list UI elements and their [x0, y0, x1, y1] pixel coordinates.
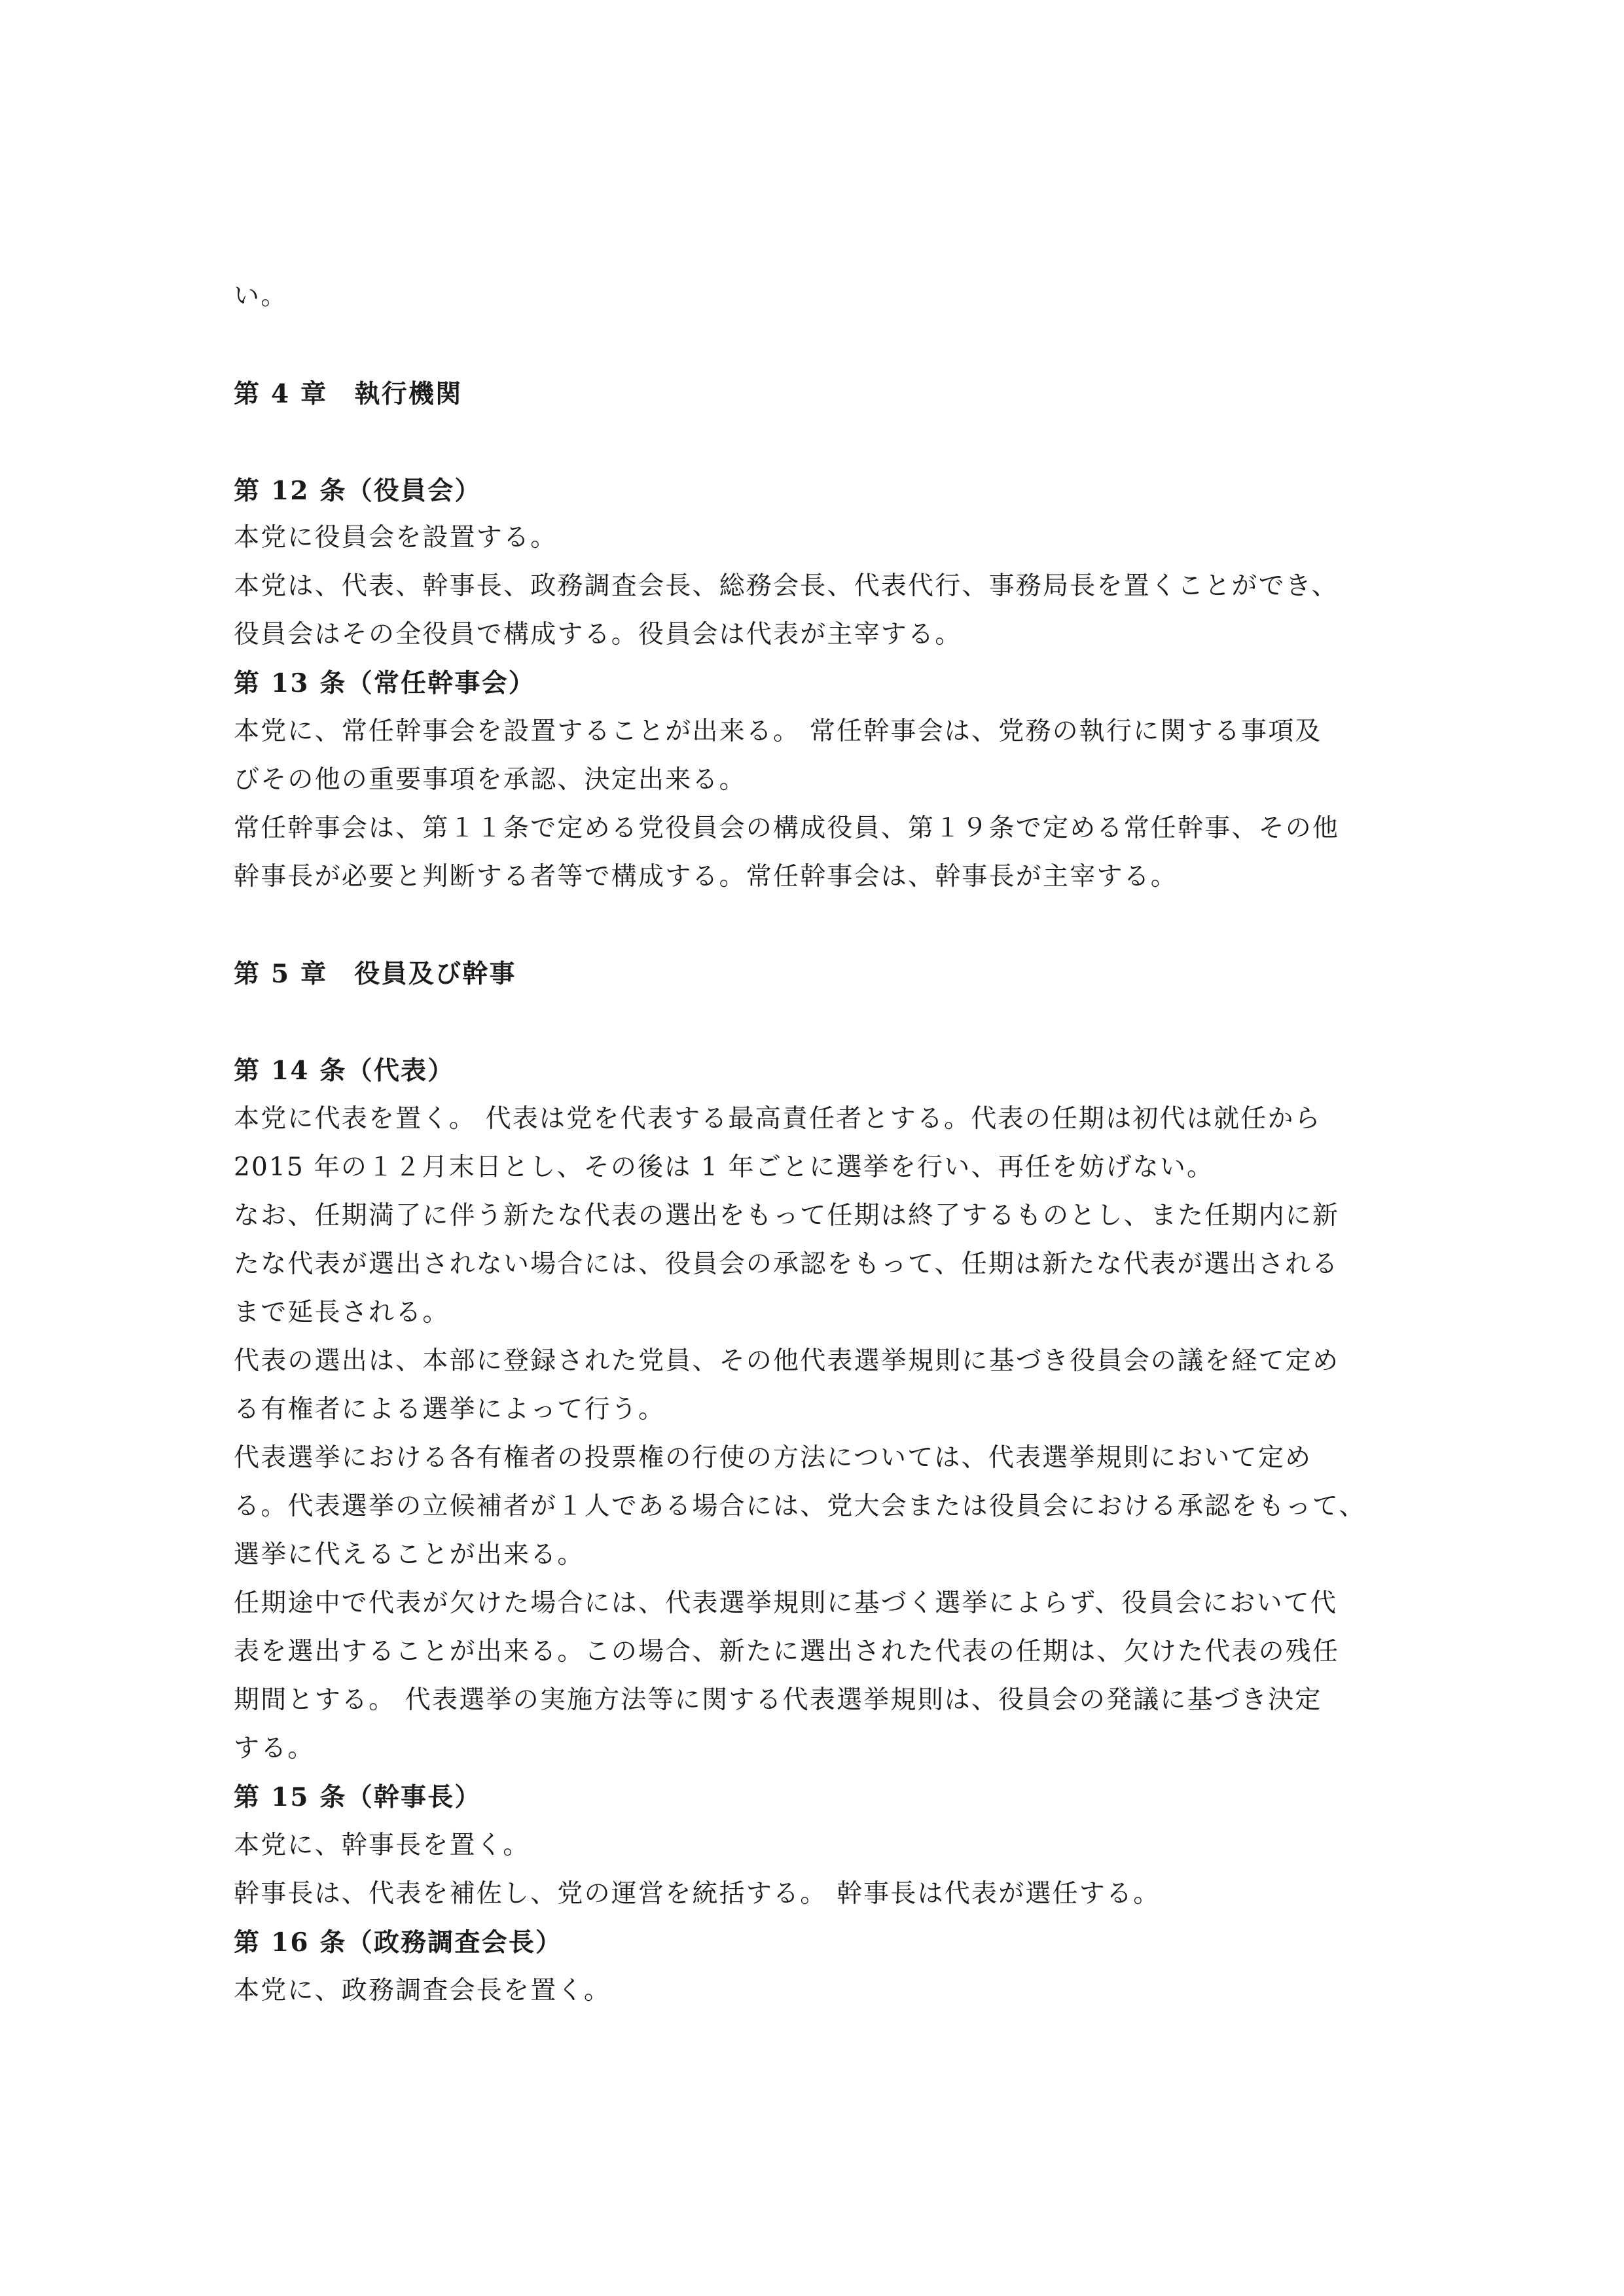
article-12-heading: 第 12 条（役員会）: [234, 476, 482, 506]
article-16-heading: 第 16 条（政務調査会長）: [234, 1928, 563, 1958]
article-15-line: 幹事長は、代表を補佐し、党の運営を統括する。 幹事長は代表が選任する。: [234, 1879, 1161, 1909]
article-14-line: たな代表が選出されない場合には、役員会の承認をもって、任期は新たな代表が選出される: [234, 1249, 1339, 1279]
article-14-line: 本党に代表を置く。 代表は党を代表する最高責任者とする。代表の任期は初代は就任から: [234, 1104, 1322, 1134]
article-14-line: 選挙に代えることが出来る。: [234, 1540, 585, 1570]
article-15-line: 本党に、幹事長を置く。: [234, 1831, 530, 1860]
article-14-line: 代表選挙における各有権者の投票権の行使の方法については、代表選挙規則において定め: [234, 1443, 1312, 1473]
article-13-line: びその他の重要事項を承認、決定出来る。: [234, 765, 746, 795]
article-14-line: 期間とする。 代表選挙の実施方法等に関する代表選挙規則は、役員会の発議に基づき決定: [234, 1685, 1322, 1715]
article-14-line: まで延長される。: [234, 1298, 450, 1327]
article-13-line: 本党に、常任幹事会を設置することが出来る。 常任幹事会は、党務の執行に関する事項及: [234, 717, 1322, 746]
article-14-line: する。: [234, 1734, 315, 1763]
article-14-line: 任期途中で代表が欠けた場合には、代表選挙規則に基づく選挙によらず、役員会において代: [234, 1588, 1338, 1618]
article-13-line: 幹事長が必要と判断する者等で構成する。常任幹事会は、幹事長が主宰する。: [234, 862, 1178, 891]
article-13-heading: 第 13 条（常任幹事会）: [234, 668, 536, 698]
continuation-text: い。: [234, 281, 288, 311]
article-13-line: 常任幹事会は、第１１条で定める党役員会の構成役員、第１９条で定める常任幹事、その他: [234, 814, 1340, 843]
article-14-line: る有権者による選挙によって行う。: [234, 1395, 666, 1424]
article-14-line: 2015 年の１２月末日とし、その後は 1 年ごとに選挙を行い、再任を妨げない。: [234, 1153, 1214, 1182]
article-14-line: なお、任期満了に伴う新たな代表の選出をもって任期は終了するものとし、また任期内に新: [234, 1201, 1340, 1230]
chapter-5-heading: 第 5 章 役員及び幹事: [234, 959, 516, 989]
article-14-heading: 第 14 条（代表）: [234, 1056, 455, 1086]
article-12-line: 本党は、代表、幹事長、政務調査会長、総務会長、代表代行、事務局長を置くことができ、: [234, 571, 1339, 601]
article-14-line: 表を選出することが出来る。この場合、新たに選出された代表の任期は、欠けた代表の残任: [234, 1637, 1340, 1666]
article-14-line: る。代表選挙の立候補者が１人である場合には、党大会または役員会における承認をもって、: [234, 1492, 1366, 1521]
chapter-4-heading: 第 4 章 執行機関: [234, 379, 463, 409]
article-16-line: 本党に、政務調査会長を置く。: [234, 1976, 611, 2005]
article-15-heading: 第 15 条（幹事長）: [234, 1782, 482, 1812]
article-12-line: 役員会はその全役員で構成する。役員会は代表が主宰する。: [234, 620, 962, 649]
article-12-line: 本党に役員会を設置する。: [234, 523, 558, 552]
article-14-line: 代表の選出は、本部に登録された党員、その他代表選挙規則に基づき役員会の議を経て定め: [234, 1346, 1340, 1376]
